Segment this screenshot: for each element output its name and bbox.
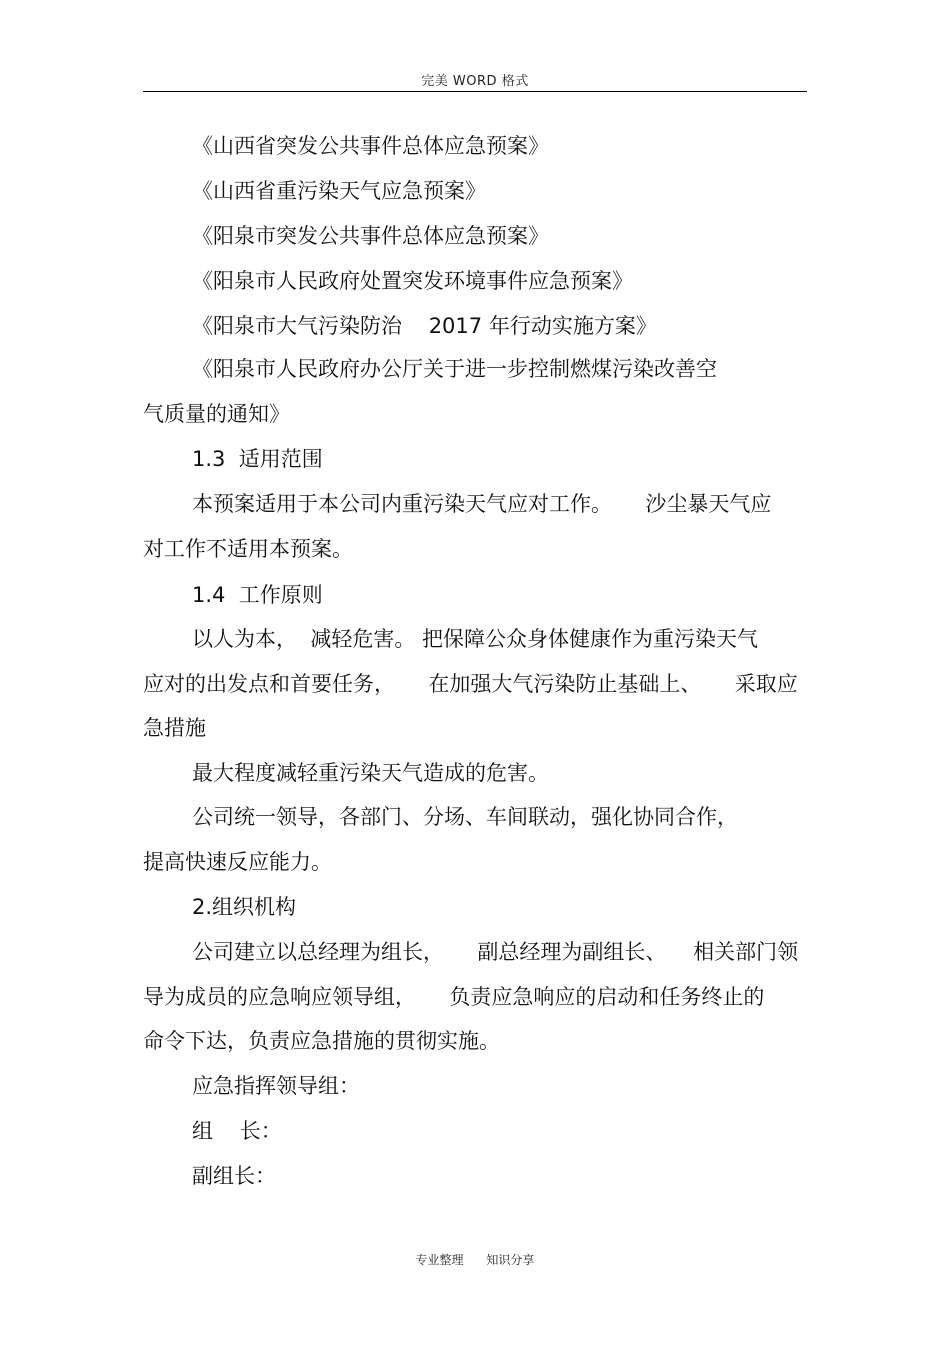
paragraph-line: 命令下达，负责应急措施的贯彻实施。 bbox=[143, 1029, 500, 1053]
paragraph-line: 以人为本， 减轻危害。 把保障公众身体健康作为重污染天气 bbox=[192, 627, 759, 651]
paragraph-line: 对工作不适用本预案。 bbox=[143, 537, 353, 561]
reference-line: 气质量的通知》 bbox=[143, 402, 290, 426]
paragraph-line: 提高快速反应能力。 bbox=[143, 850, 332, 874]
reference-line: 《阳泉市人民政府处置突发环境事件应急预案》 bbox=[192, 269, 633, 293]
paragraph-line: 急措施 bbox=[143, 716, 206, 740]
section-heading: 2.组织机构 bbox=[192, 895, 297, 919]
paragraph-line: 应急指挥领导组： bbox=[192, 1074, 360, 1098]
reference-line: 《阳泉市突发公共事件总体应急预案》 bbox=[192, 224, 549, 248]
paragraph-line: 应对的出发点和首要任务， 在加强大气污染防止基础上、 采取应 bbox=[143, 672, 798, 696]
page-footer: 专业整理 知识分享 bbox=[415, 1253, 535, 1267]
header-title: 完美 WORD 格式 bbox=[421, 74, 529, 89]
reference-line: 《阳泉市大气污染防治 2017 年行动实施方案》 bbox=[192, 314, 657, 338]
reference-line: 《山西省重污染天气应急预案》 bbox=[192, 179, 486, 203]
reference-line: 《山西省突发公共事件总体应急预案》 bbox=[192, 134, 549, 158]
reference-line: 《阳泉市人民政府办公厅关于进一步控制燃煤污染改善空 bbox=[192, 357, 717, 381]
section-heading: 1.4 工作原则 bbox=[192, 583, 323, 607]
paragraph-line: 公司统一领导，各部门、分场、车间联动，强化协同合作， bbox=[192, 805, 738, 829]
header-divider bbox=[143, 91, 807, 92]
section-heading: 1.3 适用范围 bbox=[192, 447, 323, 471]
paragraph-line: 公司建立以总经理为组长， 副总经理为副组长、 相关部门领 bbox=[192, 940, 799, 964]
paragraph-line: 本预案适用于本公司内重污染天气应对工作。 沙尘暴天气应 bbox=[192, 492, 772, 516]
paragraph-line: 导为成员的应急响应领导组， 负责应急响应的启动和任务终止的 bbox=[143, 985, 765, 1009]
paragraph-line: 最大程度减轻重污染天气造成的危害。 bbox=[192, 761, 549, 785]
paragraph-line: 组 长： bbox=[192, 1119, 282, 1143]
paragraph-line: 副组长： bbox=[192, 1164, 276, 1188]
